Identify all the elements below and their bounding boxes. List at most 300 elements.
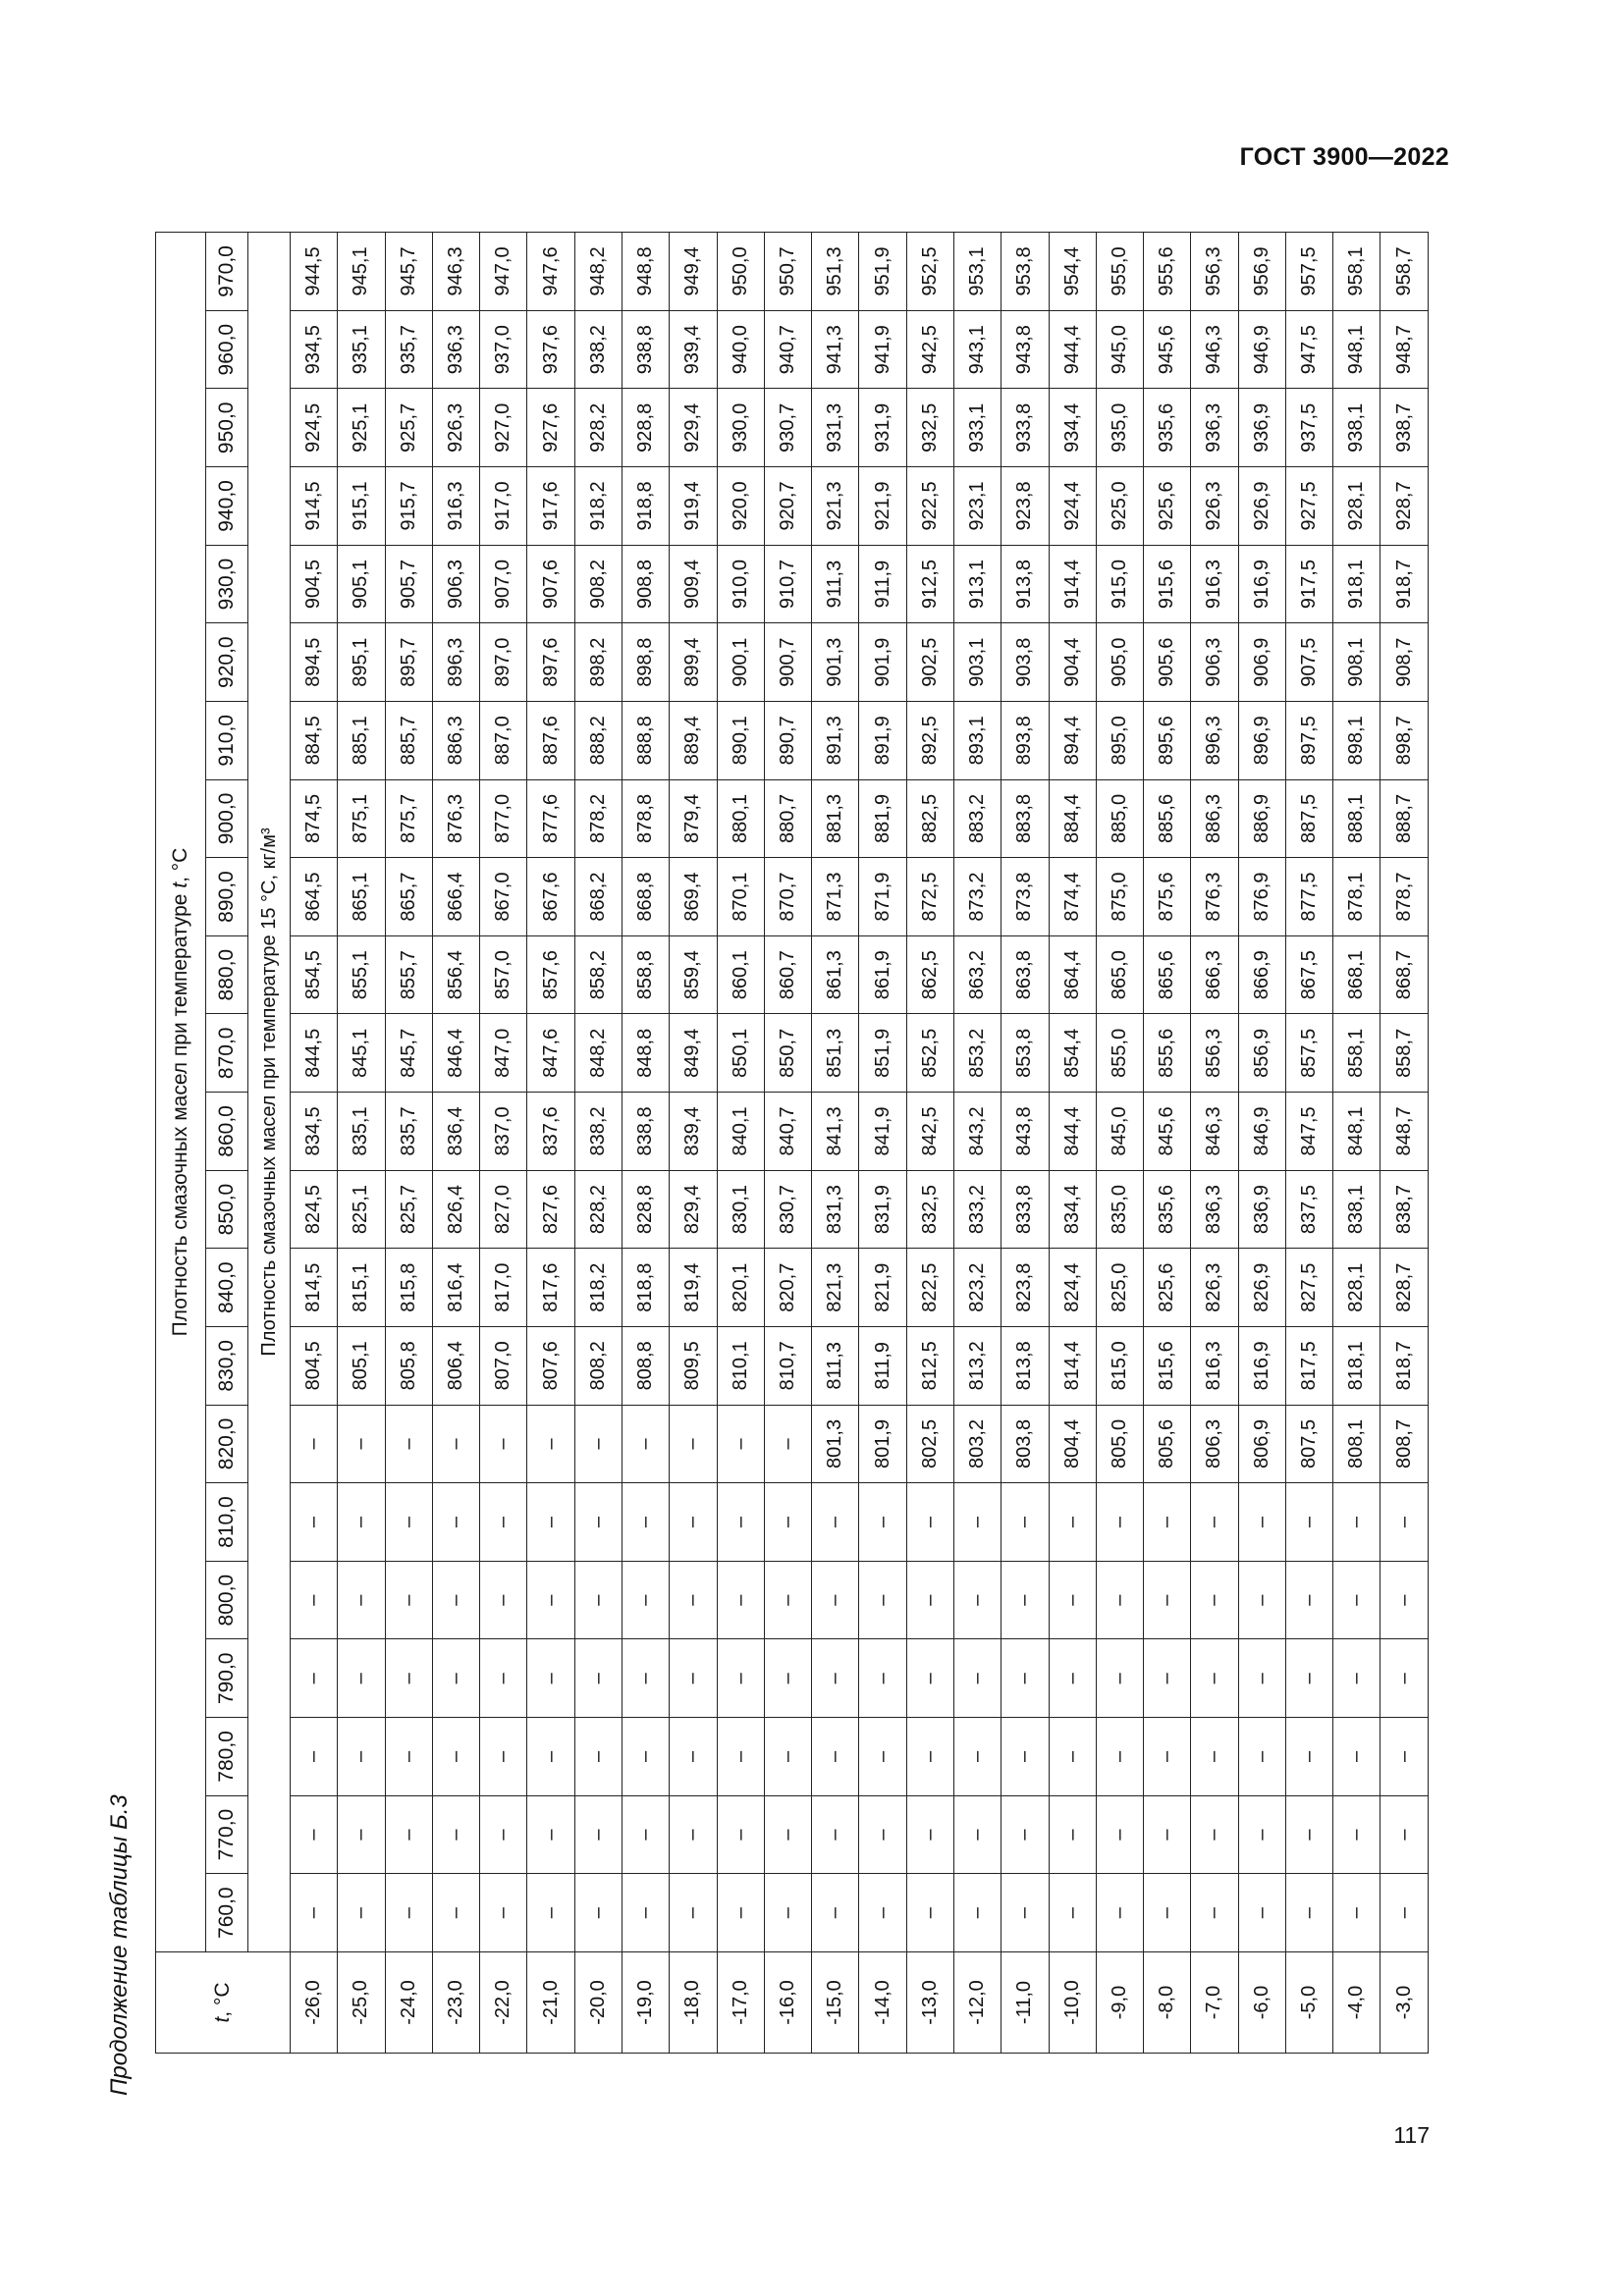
density-cell: 837,6 [527,1093,574,1171]
density-cell: 934,4 [1049,389,1096,467]
density-cell: 944,4 [1049,310,1096,389]
density-cell: 875,7 [385,779,432,858]
density-cell: 825,1 [338,1170,385,1249]
density-cell: – [291,1483,338,1562]
density-cell: 851,3 [812,1014,859,1093]
density-cell: 893,8 [1001,702,1049,780]
density-cell: 835,7 [385,1093,432,1171]
density-cell: 868,8 [622,858,669,936]
density-cell: 905,6 [1144,623,1191,702]
density-cell: 865,0 [1096,935,1143,1014]
density-cell: – [574,1483,622,1562]
density-cell: – [812,1718,859,1796]
density-cell: 888,8 [622,702,669,780]
density-cell: 824,5 [291,1170,338,1249]
density-cell: 914,5 [291,467,338,546]
density-cell: 902,5 [906,623,953,702]
density-cell: 868,2 [574,858,622,936]
density-cell: – [291,1718,338,1796]
density-cell: 864,5 [291,858,338,936]
density-cell: 834,5 [291,1093,338,1171]
density-cell: – [480,1639,527,1718]
density-cell: 940,0 [717,310,764,389]
density-cell: 933,8 [1001,389,1049,467]
density-cell: 907,0 [480,545,527,623]
density-cell: – [764,1639,811,1718]
density-cell: 835,0 [1096,1170,1143,1249]
density-column-header: 840,0 [206,1249,248,1327]
density-cell: – [670,1795,717,1874]
density-cell: 931,9 [859,389,906,467]
density-cell: – [574,1405,622,1483]
density-cell: 895,1 [338,623,385,702]
density-cell: – [527,1874,574,1952]
density-cell: – [574,1561,622,1639]
density-cell: – [953,1718,1001,1796]
density-cell: – [1238,1874,1285,1952]
density-cell: – [1096,1639,1143,1718]
density-cell: – [906,1639,953,1718]
density-cell: 886,3 [432,702,479,780]
density-cell: 912,5 [906,545,953,623]
temperature-cell: -17,0 [717,1952,764,2054]
density-cell: 926,9 [1238,467,1285,546]
density-cell: – [385,1639,432,1718]
density-cell: – [1096,1874,1143,1952]
density-cell: – [1380,1561,1429,1639]
density-cell: 887,6 [527,702,574,780]
density-cell: 824,4 [1049,1249,1096,1327]
density-column-header: 970,0 [206,233,248,311]
density-cell: 879,4 [670,779,717,858]
density-cell: – [291,1639,338,1718]
density-cell: 939,4 [670,310,717,389]
temperature-cell: -20,0 [574,1952,622,2054]
density-cell: 900,1 [717,623,764,702]
density-cell: 923,1 [953,467,1001,546]
density-cell: 907,6 [527,545,574,623]
density-cell: 821,9 [859,1249,906,1327]
density-cell: – [717,1483,764,1562]
density-cell: – [1001,1874,1049,1952]
density-column-header: 770,0 [206,1795,248,1874]
density-cell: 906,3 [1191,623,1238,702]
density-cell: 881,9 [859,779,906,858]
density-cell: – [812,1795,859,1874]
density-cell: – [527,1795,574,1874]
density-cell: – [717,1874,764,1952]
density-cell: 928,2 [574,389,622,467]
density-cell: 925,6 [1144,467,1191,546]
density-cell: 836,3 [1191,1170,1238,1249]
density-cell: 893,1 [953,702,1001,780]
density-cell: – [622,1718,669,1796]
density-cell: 953,1 [953,233,1001,311]
density-cell: – [906,1561,953,1639]
table-row [1001,233,1049,2054]
density-cell: – [1238,1483,1285,1562]
density-cell: – [291,1874,338,1952]
density-cell: 945,6 [1144,310,1191,389]
density-cell: 835,6 [1144,1170,1191,1249]
density-cell: – [764,1795,811,1874]
density-cell: 914,4 [1049,545,1096,623]
density-cell: 820,1 [717,1249,764,1327]
density-cell: – [1238,1795,1285,1874]
density-cell: – [670,1405,717,1483]
temperature-cell: -21,0 [527,1952,574,2054]
density-cell: 865,6 [1144,935,1191,1014]
standard-header: ГОСТ 3900—2022 [1239,143,1449,171]
density-cell: 896,3 [432,623,479,702]
density-cell: – [670,1639,717,1718]
density-cell: 922,5 [906,467,953,546]
density-cell: 875,6 [1144,858,1191,936]
density-cell: 837,0 [480,1093,527,1171]
density-cell: – [1285,1639,1332,1718]
density-cell: 818,8 [622,1249,669,1327]
density-cell: 935,7 [385,310,432,389]
density-cell: – [1096,1795,1143,1874]
density-cell: 888,7 [1380,779,1429,858]
density-cell: 844,5 [291,1014,338,1093]
density-cell: 856,3 [1191,1014,1238,1093]
density-cell: 876,3 [432,779,479,858]
density-cell: 806,4 [432,1327,479,1406]
density-cell: 907,5 [1285,623,1332,702]
density-cell: 917,0 [480,467,527,546]
density-cell: – [953,1639,1001,1718]
density-cell: 896,9 [1238,702,1285,780]
density-cell: – [574,1718,622,1796]
density-column-header: 870,0 [206,1014,248,1093]
density-cell: 904,5 [291,545,338,623]
density-cell: – [1001,1483,1049,1562]
density-cell: – [670,1483,717,1562]
density-cell: 830,1 [717,1170,764,1249]
density-cell: 805,0 [1096,1405,1143,1483]
density-cell: 924,5 [291,389,338,467]
density-cell: 947,5 [1285,310,1332,389]
density-column-header: 800,0 [206,1561,248,1639]
density-cell: 848,8 [622,1014,669,1093]
density-cell: 927,0 [480,389,527,467]
density-cell: 847,5 [1285,1093,1332,1171]
density-cell: 947,6 [527,233,574,311]
density-cell: 882,5 [906,779,953,858]
density-cell: 861,9 [859,935,906,1014]
temperature-cell: -19,0 [622,1952,669,2054]
density-cell: 825,0 [1096,1249,1143,1327]
temperature-cell: -23,0 [432,1952,479,2054]
density-cell: 936,9 [1238,389,1285,467]
density-cell: 820,7 [764,1249,811,1327]
density-cell: – [1285,1718,1332,1796]
density-cell: – [1191,1795,1238,1874]
temperature-cell: -22,0 [480,1952,527,2054]
density-cell: 805,1 [338,1327,385,1406]
density-column-header: 820,0 [206,1405,248,1483]
temperature-cell: -12,0 [953,1952,1001,2054]
density-cell: 900,7 [764,623,811,702]
density-cell: 885,0 [1096,779,1143,858]
density-cell: 926,3 [1191,467,1238,546]
density-cell: 937,5 [1285,389,1332,467]
table-row [1380,233,1429,2054]
density-cell: 815,0 [1096,1327,1143,1406]
density-cell: 833,8 [1001,1170,1049,1249]
density-cell: 841,9 [859,1093,906,1171]
density-cell: 925,0 [1096,467,1143,546]
density-cell: 953,8 [1001,233,1049,311]
density-cell: 875,1 [338,779,385,858]
density-cell: – [859,1639,906,1718]
density-cell: 850,1 [717,1014,764,1093]
density-cell: 928,7 [1380,467,1429,546]
density-cell: 813,2 [953,1327,1001,1406]
density-cell: 935,6 [1144,389,1191,467]
density-cell: – [1285,1561,1332,1639]
density-cell: 949,4 [670,233,717,311]
density-cell: 935,0 [1096,389,1143,467]
density-cell: 856,4 [432,935,479,1014]
density-cell: 898,8 [622,623,669,702]
density-cell: 828,8 [622,1170,669,1249]
density-cell: 924,4 [1049,467,1096,546]
density-cell: – [1001,1718,1049,1796]
density-cell: – [764,1405,811,1483]
density-cell: 943,8 [1001,310,1049,389]
density-cell: 853,8 [1001,1014,1049,1093]
density-cell: – [1238,1639,1285,1718]
density-cell: 856,9 [1238,1014,1285,1093]
group-header-var: t [169,881,191,888]
density-cell: – [432,1561,479,1639]
density-cell: 845,0 [1096,1093,1143,1171]
density-cell: 915,6 [1144,545,1191,623]
density-cell: – [953,1795,1001,1874]
density-cell: – [622,1483,669,1562]
density-cell: 880,1 [717,779,764,858]
density-cell: 871,9 [859,858,906,936]
density-cell: 911,9 [859,545,906,623]
density-cell: 938,7 [1380,389,1429,467]
density-cell: 807,5 [1285,1405,1332,1483]
temperature-cell: -10,0 [1049,1952,1096,2054]
density-cell: 897,0 [480,623,527,702]
density-cell: 878,2 [574,779,622,858]
density-cell: 859,4 [670,935,717,1014]
density-cell: 904,4 [1049,623,1096,702]
density-cell: 946,3 [432,233,479,311]
density-cell: – [859,1874,906,1952]
density-cell: 903,8 [1001,623,1049,702]
density-cell: 825,6 [1144,1249,1191,1327]
density-cell: – [1191,1639,1238,1718]
density-cell: 903,1 [953,623,1001,702]
density-cell: 954,4 [1049,233,1096,311]
density-cell: 804,5 [291,1327,338,1406]
density-cell: 834,4 [1049,1170,1096,1249]
density-cell: 941,3 [812,310,859,389]
density-cell: 858,8 [622,935,669,1014]
density-cell: 840,1 [717,1093,764,1171]
temperature-cell: -13,0 [906,1952,953,2054]
table-row [1238,233,1285,2054]
density-cell: – [480,1718,527,1796]
temperature-cell: -5,0 [1285,1952,1332,2054]
density-cell: – [1191,1561,1238,1639]
density-cell: 916,3 [1191,545,1238,623]
density-cell: 814,5 [291,1249,338,1327]
table-row [859,233,906,2054]
density-cell: – [953,1561,1001,1639]
density-cell: 868,1 [1333,935,1380,1014]
density-cell: 913,8 [1001,545,1049,623]
density-cell: 807,0 [480,1327,527,1406]
density-cell: 915,7 [385,467,432,546]
density-cell: 832,5 [906,1170,953,1249]
density-cell: 828,1 [1333,1249,1380,1327]
density-cell: – [1285,1483,1332,1562]
temperature-cell: -26,0 [291,1952,338,2054]
density-cell: – [906,1483,953,1562]
density-cell: 894,5 [291,623,338,702]
density-cell: 918,1 [1333,545,1380,623]
density-cell: 866,9 [1238,935,1285,1014]
density-cell: 869,4 [670,858,717,936]
density-cell: 853,2 [953,1014,1001,1093]
density-cell: 808,8 [622,1327,669,1406]
density-cell: – [385,1561,432,1639]
density-cell: 873,8 [1001,858,1049,936]
density-cell: 906,9 [1238,623,1285,702]
density-cell: 850,7 [764,1014,811,1093]
density-cell: – [1191,1874,1238,1952]
density-column-header: 880,0 [206,935,248,1014]
group-header-unit: , °C [169,847,191,882]
density-cell: 940,7 [764,310,811,389]
density-cell: 874,4 [1049,858,1096,936]
density-cell: – [717,1795,764,1874]
density-cell: 801,9 [859,1405,906,1483]
page-number: 117 [1393,2122,1430,2148]
density-cell: – [527,1718,574,1796]
table-row [1144,233,1191,2054]
density-column-header: 920,0 [206,623,248,702]
density-cell: 915,1 [338,467,385,546]
temperature-cell: -6,0 [1238,1952,1285,2054]
density-cell: – [338,1639,385,1718]
density-cell: 866,4 [432,858,479,936]
density-cell: 950,0 [717,233,764,311]
density-cell: 956,9 [1238,233,1285,311]
density-cell: 852,5 [906,1014,953,1093]
density-cell: 905,7 [385,545,432,623]
density-cell: 917,6 [527,467,574,546]
density-cell: 841,3 [812,1093,859,1171]
density-cell: – [1049,1483,1096,1562]
density-cell: 826,9 [1238,1249,1285,1327]
density-cell: 894,4 [1049,702,1096,780]
density-column-header: 830,0 [206,1327,248,1406]
density-cell: 819,4 [670,1249,717,1327]
density-cell: 906,3 [432,545,479,623]
density-column-header: 940,0 [206,467,248,546]
density-cell: 908,1 [1333,623,1380,702]
density-cell: – [1380,1483,1429,1562]
density-column-header: 860,0 [206,1093,248,1171]
density-cell: 805,6 [1144,1405,1191,1483]
density-cell: 844,4 [1049,1093,1096,1171]
density-cell: – [1333,1561,1380,1639]
density-cell: – [1333,1795,1380,1874]
density-cell: – [432,1795,479,1874]
density-cell: 838,2 [574,1093,622,1171]
density-table [155,232,1429,2054]
density-cell: – [953,1874,1001,1952]
density-cell: 830,7 [764,1170,811,1249]
density-cell: 865,1 [338,858,385,936]
density-cell: 901,3 [812,623,859,702]
density-cell: 908,7 [1380,623,1429,702]
temperature-cell: -25,0 [338,1952,385,2054]
density-cell: 821,3 [812,1249,859,1327]
density-cell: – [480,1874,527,1952]
density-cell: 846,9 [1238,1093,1285,1171]
density-cell: – [1191,1718,1238,1796]
density-cell: 911,3 [812,545,859,623]
density-cell: 827,0 [480,1170,527,1249]
density-cell: 910,0 [717,545,764,623]
density-cell: 942,5 [906,310,953,389]
density-cell: 855,1 [338,935,385,1014]
density-column-header: 900,0 [206,779,248,858]
density-cell: 918,2 [574,467,622,546]
density-cell: – [1285,1874,1332,1952]
density-cell: 909,4 [670,545,717,623]
density-column-header: 780,0 [206,1718,248,1796]
temperature-unit: , °C [211,1982,234,2017]
density-cell: – [1238,1718,1285,1796]
table-row [906,233,953,2054]
density-cell: – [338,1718,385,1796]
density-cell: – [385,1405,432,1483]
density-cell: – [764,1483,811,1562]
density-cell: 947,0 [480,233,527,311]
density-cell: 915,0 [1096,545,1143,623]
density-cell: – [574,1639,622,1718]
group-header-text: Плотность смазочных масел при температуре [169,887,191,1337]
density-cell: – [527,1405,574,1483]
density-cell: 877,5 [1285,858,1332,936]
density-cell: 952,5 [906,233,953,311]
temperature-cell: -7,0 [1191,1952,1238,2054]
table-row [764,233,811,2054]
density-cell: 875,0 [1096,858,1143,936]
density-cell: – [622,1795,669,1874]
density-cell: 817,6 [527,1249,574,1327]
density-cell: – [859,1795,906,1874]
density-cell: 957,5 [1285,233,1332,311]
density-cell: 870,7 [764,858,811,936]
density-cell: – [1333,1874,1380,1952]
density-cell: 858,2 [574,935,622,1014]
density-cell: 849,4 [670,1014,717,1093]
density-cell: 843,8 [1001,1093,1049,1171]
density-cell: 876,3 [1191,858,1238,936]
density-cell: 919,4 [670,467,717,546]
